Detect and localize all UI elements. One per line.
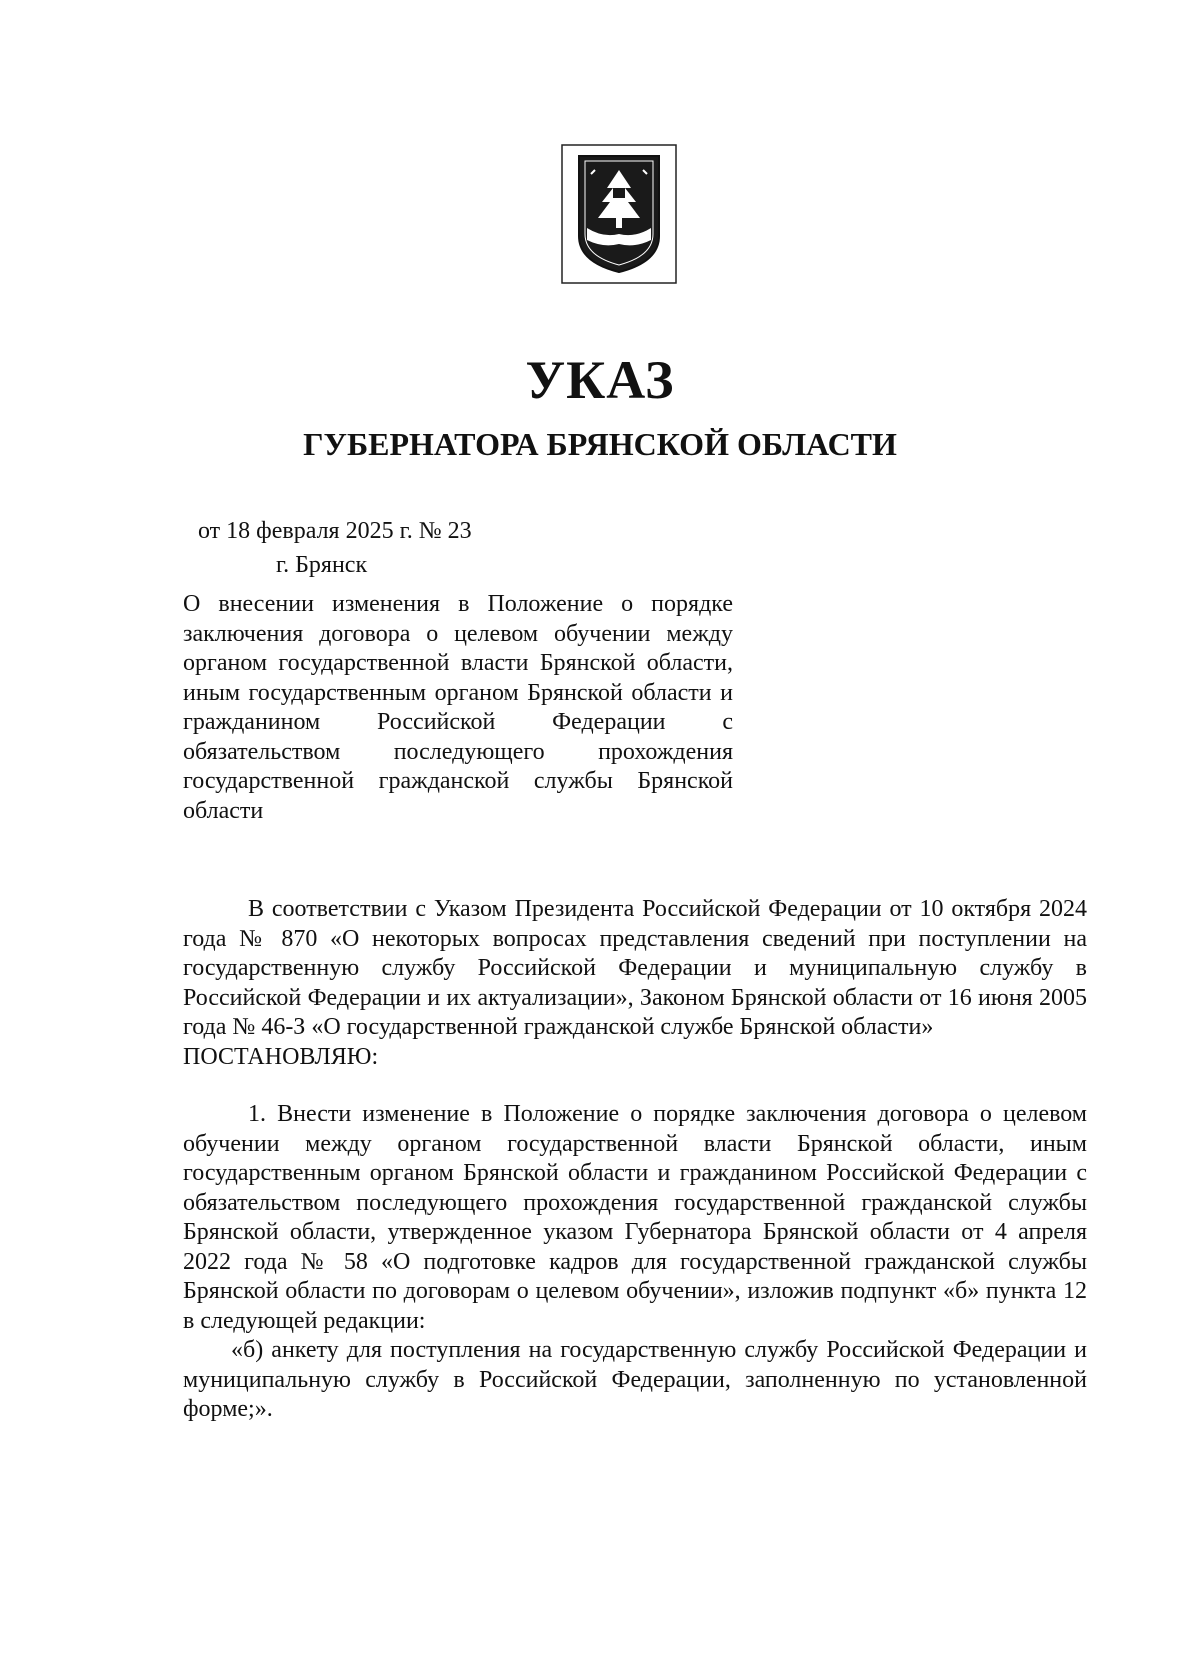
preamble-paragraph: В соответствии с Указом Президента Российской Федерации от 10 октября 2024 года № 870 «О некоторых вопросах представления сведений при поступлении на государственную службу Российской Федерации и муниципальную службу в Российской Федерации и их актуализации», Законом Брянской области от 16 июня 2005 года № 46-З «О государственной гражданской службе Брянской области» — [183, 896, 1087, 1040]
document-date-number: от 18 февраля 2025 г. № 23 — [198, 518, 472, 544]
document-title: УКАЗ — [525, 350, 675, 410]
coat-of-arms-icon — [561, 144, 677, 284]
document-subtitle: ГУБЕРНАТОРА БРЯНСКОЙ ОБЛАСТИ — [303, 426, 897, 462]
document-body — [183, 895, 1087, 1425]
item-1-paragraph: 1. Внести изменение в Положение о порядке заключения договора о целевом обучении между органом государственной власти Брянской области, иным государственным органом Брянской области и гражданином Российской Федерации с обязательством последующего прохождения государственной гражданской службы Брянской области, утвержденное указом Губернатора Брянской области от 4 апреля 2022 года № 58 «О подготовке кадров для государственной гражданской службы Брянской области по договорам о целевом обучении», изложив подпункт «б» пункта 12 в следующей редакции: — [183, 1101, 1087, 1334]
document-city: г. Брянск — [276, 552, 368, 578]
document-subject: О внесении изменения в Положение о порядке заключения договора о целевом обучении между органом государственной власти Брянской области, иным государственным органом Брянской области и гражданином Российской Федерации с обязательством последующего прохождения государственной гражданской службы Брянской области — [183, 591, 733, 824]
resolve-line: ПОСТАНОВЛЯЮ: — [183, 1043, 379, 1070]
item-1-subparagraph: «б) анкету для поступления на государственную службу Российской Федерации и муниципальную службу в Российской Федерации, заполненную по установленной форме;». — [183, 1337, 1087, 1422]
